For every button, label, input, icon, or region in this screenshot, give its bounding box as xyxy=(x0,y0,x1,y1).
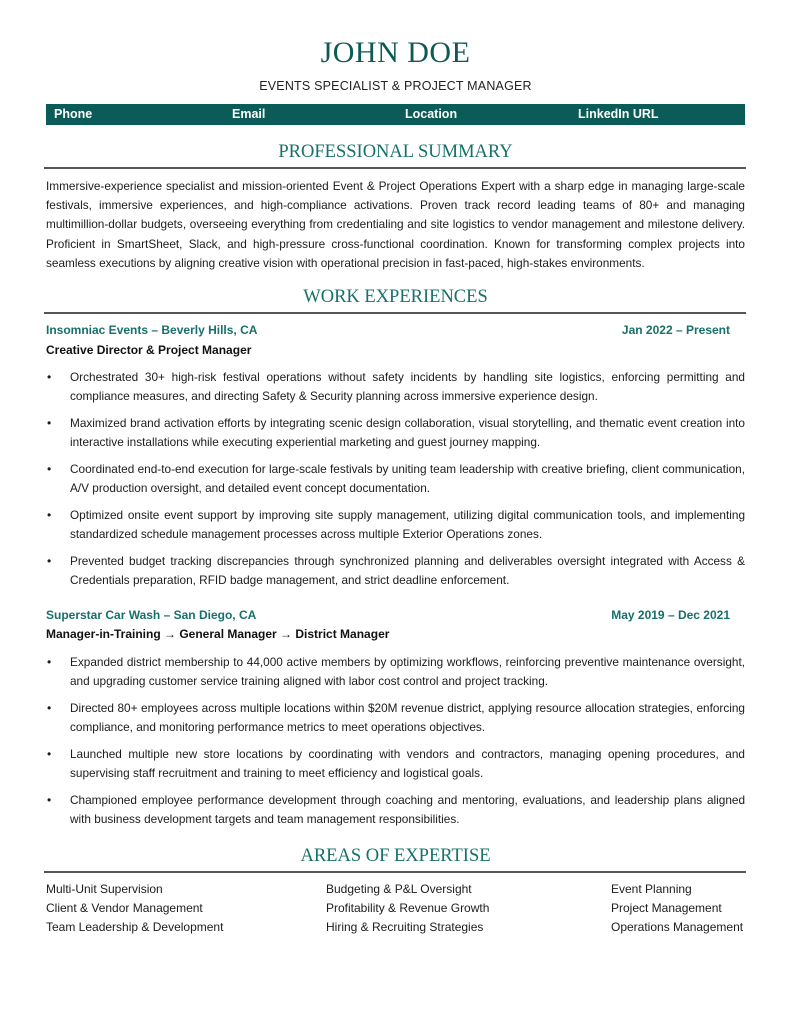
expertise-item: Budgeting & P&L Oversight xyxy=(326,882,472,896)
bullet-text: Orchestrated 30+ high-risk festival operations without safety incidents by handling site logistics, enforcing permitting and compliance measures, and directing Safety & Security planning across immersive experience design. xyxy=(70,370,745,403)
expertise-divider xyxy=(44,871,746,873)
bullet-icon: • xyxy=(47,462,52,477)
job-company: Superstar Car Wash – San Diego, CA xyxy=(46,608,257,622)
bullet-text: Optimized onsite event support by improving site supply management, utilizing digital communication tools, and implementing standardized schedule management processes across multiple Exterior Operations zones. xyxy=(70,508,745,542)
expertise-heading: AREAS OF EXPERTISE xyxy=(300,846,491,866)
expertise-item: Client & Vendor Management xyxy=(46,901,203,915)
contact-bar xyxy=(46,104,745,125)
bullet-item xyxy=(46,745,745,783)
job-bullets xyxy=(46,368,745,598)
bullet-item xyxy=(46,699,745,737)
expertise-item: Multi-Unit Supervision xyxy=(46,882,163,896)
bullet-text: Expanded district membership to 44,000 active members by optimizing workflows, reinforcing preventive maintenance oversight, and upgrading customer service training aligned with labor cost control and project tracking. xyxy=(70,655,745,688)
job-bullets xyxy=(46,653,745,837)
bullet-text: Directed 80+ employees across multiple locations within $20M revenue district, applying resource allocation strategies, enforcing compliance, and monitoring performance metrics to meet operations objectives. xyxy=(70,701,745,734)
bullet-item xyxy=(46,552,745,590)
expertise-item: Hiring & Recruiting Strategies xyxy=(326,920,484,934)
bullet-icon: • xyxy=(47,655,52,669)
work-divider xyxy=(44,312,746,314)
job-company: Insomniac Events – Beverly Hills, CA xyxy=(46,323,258,337)
contact-location[interactable]: Location xyxy=(405,107,458,121)
bullet-text: Championed employee performance development through coaching and mentoring, evaluations, and leadership plans aligned with business development targets and team management responsibilities. xyxy=(70,793,745,827)
summary-text: Immersive-experience specialist and mission-oriented Event & Project Operations Expert with a sharp edge in managing large-scale festivals, immersive experiences, and high-compliance activations. Proven track record leading teams of 80+ and managing multimillion-dollar budgets, overseeing everything from credentialing and site logistics to vendor management and milestone delivery. Proficient in SmartSheet, Slack, and high-pressure cross-functional coordination. Known for transforming complex projects into seamless executions by aligning creative vision with operational precision in fast-paced, high-stakes environments. xyxy=(46,179,745,270)
bullet-icon: • xyxy=(47,508,52,523)
bullet-item xyxy=(46,506,745,544)
expertise-item: Profitability & Revenue Growth xyxy=(326,901,490,915)
bullet-icon: • xyxy=(47,747,52,762)
contact-phone[interactable]: Phone xyxy=(54,107,93,121)
candidate-name: JOHN DOE xyxy=(320,36,471,69)
bullet-item xyxy=(46,368,745,406)
bullet-item xyxy=(46,414,745,452)
summary-heading: PROFESSIONAL SUMMARY xyxy=(278,142,513,162)
contact-email[interactable]: Email xyxy=(232,107,266,121)
bullet-icon: • xyxy=(47,370,52,384)
job-role: Creative Director & Project Manager xyxy=(46,343,252,357)
expertise-item: Team Leadership & Development xyxy=(46,920,224,934)
bullet-text: Launched multiple new store locations by coordinating with vendors and contractors, managing opening procedures, and supervising staff recruitment and training to meet efficiency and logistical goals. xyxy=(70,747,745,780)
contact-linkedin[interactable]: LinkedIn URL xyxy=(578,107,659,121)
expertise-item: Operations Management xyxy=(611,920,744,934)
bullet-item xyxy=(46,653,745,691)
bullet-text: Maximized brand activation efforts by integrating scenic design collaboration, visual storytelling, and thematic event creation into interactive installations while executing experiential marketing and guest journey mapping. xyxy=(70,416,745,449)
expertise-item: Event Planning xyxy=(611,882,692,896)
expertise-grid xyxy=(46,880,746,937)
job-role: Manager-in-Training → General Manager → District Manager xyxy=(46,627,390,641)
job-header xyxy=(46,608,730,622)
job-header xyxy=(46,323,730,337)
job-dates: May 2019 – Dec 2021 xyxy=(611,608,730,622)
expertise-item: Project Management xyxy=(611,901,722,915)
bullet-icon: • xyxy=(47,416,52,431)
bullet-icon: • xyxy=(47,701,52,716)
candidate-title: EVENTS SPECIALIST & PROJECT MANAGER xyxy=(259,79,532,93)
bullet-text: Coordinated end-to-end execution for large-scale festivals by uniting team leadership with creative briefing, client communication, A/V production oversight, and detailed event concept documentation. xyxy=(70,462,745,495)
bullet-icon: • xyxy=(47,554,52,569)
bullet-text: Prevented budget tracking discrepancies through synchronized planning and deliverables oversight integrated with Access & Credentials preparation, RFID badge management, and strict deadline enforcement. xyxy=(70,554,745,588)
summary-divider xyxy=(44,167,746,169)
bullet-item xyxy=(46,791,745,829)
bullet-item xyxy=(46,460,745,498)
work-heading: WORK EXPERIENCES xyxy=(303,287,488,307)
job-dates: Jan 2022 – Present xyxy=(621,323,730,337)
bullet-icon: • xyxy=(47,793,52,808)
